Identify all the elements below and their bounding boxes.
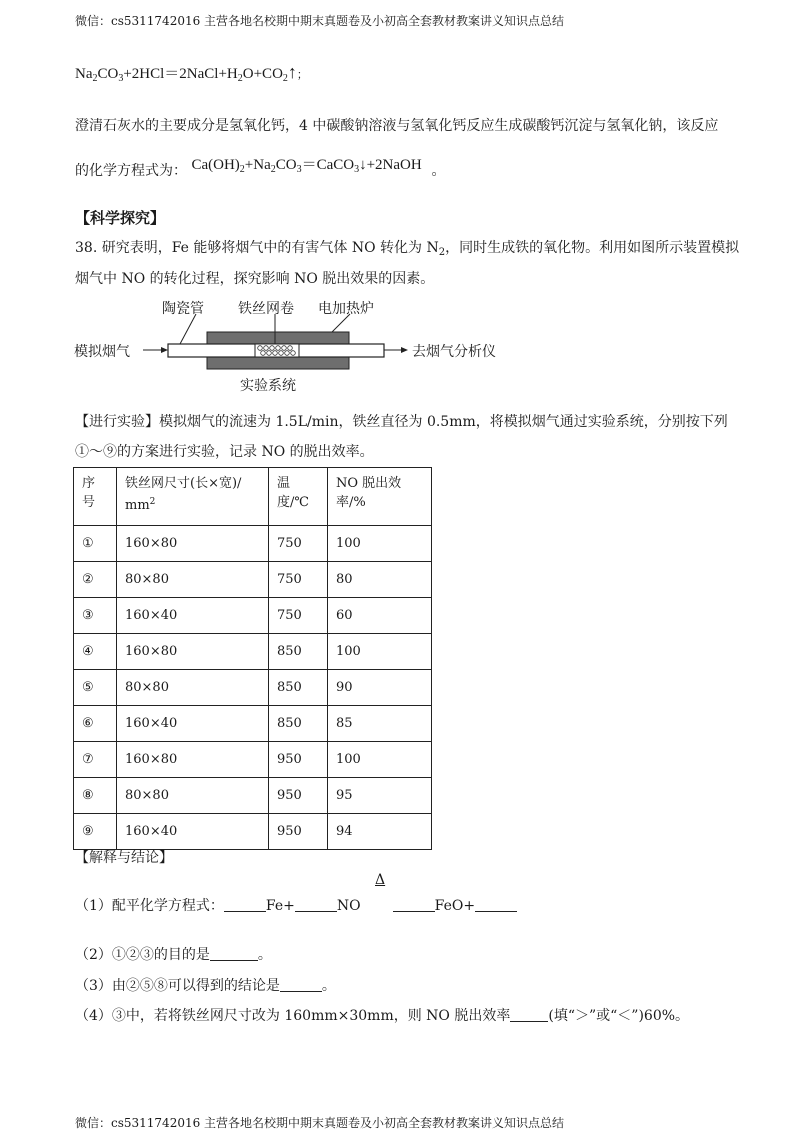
label-electric-furnace: 电加热炉 <box>318 301 374 317</box>
header-removal-efficiency: NO 脱出效 率/% <box>328 468 432 526</box>
paragraph-limewater-line1: 澄清石灰水的主要成分是氢氧化钙，4 中碳酸钠溶液与氢氧化钙反应生成碳酸钙沉淀与氢氧化钠，该反应 <box>75 118 719 134</box>
question-3: （3）由②⑤⑧可以得到的结论是 。 <box>75 978 336 994</box>
table-row: ④ 160×80 850 100 <box>74 634 432 670</box>
header-mesh-size: 铁丝网尺寸(长×宽)/ $mm^2$ <box>117 468 269 526</box>
question-1-balance-equation: （1）配平化学方程式： Fe+ NO FeO+ <box>75 895 517 915</box>
header-temperature: 温 度/℃ <box>269 468 328 526</box>
table-row: ① 160×80 750 100 <box>74 526 432 562</box>
question-38-line2: 烟气中 NO 的转化过程，探究影响 NO 脱出效果的因素。 <box>75 271 435 287</box>
table-row: ⑧ 80×80 950 95 <box>74 778 432 814</box>
equation-calcium-hydroxide: $Ca(OH)_2+Na_2CO_3=CaCO_3↓+2NaOH$ <box>191 157 422 175</box>
label-to-analyzer: 去烟气分析仪 <box>412 344 496 360</box>
table-header-row <box>74 468 432 526</box>
question-2: （2）①②③的目的是 。 <box>75 947 272 963</box>
table-row: ⑦ 160×80 950 100 <box>74 742 432 778</box>
answer-blank[interactable] <box>280 977 322 992</box>
page-footer: 微信：cs5311742016 主营各地名校期中期末真题卷及小初高全套教材教案讲义知识点总结 <box>75 1116 565 1130</box>
paragraph-limewater-line2: 的化学方程式为： $Ca(OH)_2+Na_2CO_3=CaCO_3↓+2NaOH$ 。 <box>75 157 446 179</box>
question-4: （4）③中，若将铁丝网尺寸改为 160mm×30mm，则 NO 脱出效率 (填“＞”或“＜”)60%。 <box>75 1008 690 1024</box>
label-ceramic-tube: 陶瓷管 <box>162 301 204 317</box>
answer-blank[interactable] <box>475 897 517 912</box>
experiment-line2: ①～⑨的方案进行实验，记录 NO 的脱出效率。 <box>75 444 374 460</box>
question-38-line1: 38. 研究表明，Fe 能够将烟气中的有害气体 NO 转化为 $N_2$，同时生成铁的氧化物。利用如图所示装置模拟 <box>75 240 740 258</box>
label-simulated-flue-gas: 模拟烟气 <box>74 344 130 360</box>
table-row: ③ 160×40 750 60 <box>74 598 432 634</box>
heat-delta-symbol: Δ <box>375 872 386 888</box>
experiment-data-table <box>73 467 432 850</box>
answer-blank[interactable] <box>224 897 266 912</box>
label-experiment-system: 实验系统 <box>240 378 296 394</box>
answer-blank[interactable] <box>295 897 337 912</box>
header-index: 序 号 <box>74 468 117 526</box>
section-title-conclusion: 【解释与结论】 <box>75 850 173 866</box>
page-header: 微信：cs5311742016 主营各地名校期中期末真题卷及小初高全套教材教案讲义知识点总结 <box>75 14 565 28</box>
table-row: ⑨ 160×40 950 94 <box>74 814 432 850</box>
table-row: ⑤ 80×80 850 90 <box>74 670 432 706</box>
equation-sodium-carbonate-hcl: $Na_2CO_3+2HCl=2NaCl+H_2O+CO_2↑$； <box>75 62 308 84</box>
table-row: ② 80×80 750 80 <box>74 562 432 598</box>
answer-blank[interactable] <box>210 946 258 961</box>
table-row: ⑥ 160×40 850 85 <box>74 706 432 742</box>
label-iron-mesh: 铁丝网卷 <box>238 301 294 317</box>
answer-blank[interactable] <box>510 1007 548 1022</box>
answer-blank[interactable] <box>393 897 435 912</box>
experiment-line1: 【进行实验】模拟烟气的流速为 1.5L/min，铁丝直径为 0.5mm，将模拟烟气通过实验系统，分别按下列 <box>75 414 728 430</box>
section-title-science-inquiry: 【科学探究】 <box>75 209 166 227</box>
apparatus-diagram <box>70 296 530 396</box>
